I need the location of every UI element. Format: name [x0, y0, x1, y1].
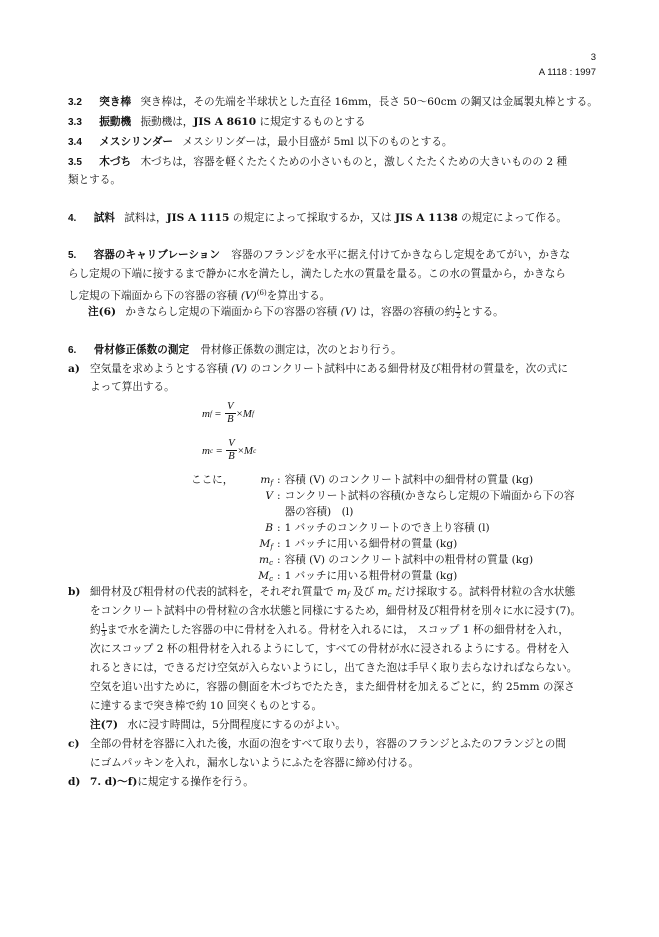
- denominator: 3: [101, 629, 106, 638]
- eq-rhs: M: [242, 407, 252, 420]
- text-run: f: [270, 479, 273, 487]
- definition-row: V : コンクリート試料の容積(かきならし定規の下端面から下の容: [253, 489, 575, 505]
- item-b-text: をコンクリート試料中の骨材粒の含水状態と同様にするため，細骨材及び粗骨材を別々に水に浸す(7)。: [90, 605, 582, 617]
- fraction: [225, 401, 235, 426]
- section-number: 6.: [68, 345, 77, 356]
- text-run: c: [269, 575, 273, 583]
- text-run: だけ採取する。試料骨材粒の含水状態: [391, 586, 576, 598]
- text-run: 空気量を求めようとする容積: [90, 363, 232, 375]
- footnote-ref: (6): [256, 289, 267, 297]
- item-label-d: d): [68, 776, 81, 788]
- item-b-text: 次にスコップ 2 杯の粗骨材を入れるようにして，すべての骨材が水に浸されるようにする。骨材を入: [90, 643, 569, 655]
- jis-reference: JIS A 8610: [193, 116, 257, 128]
- text-run: m: [377, 586, 388, 598]
- section-4: [68, 211, 567, 226]
- volume-symbol: (V): [340, 306, 357, 318]
- text-run: は，容器の容積の約: [356, 306, 456, 318]
- jis-reference: JIS A 1138: [395, 212, 458, 224]
- section-title: 試料: [93, 212, 115, 224]
- text-run: B: [265, 522, 273, 534]
- text-run: かきならし定規の下端面から下の容器の容積: [125, 306, 341, 318]
- section-text: 試料は，: [124, 212, 167, 224]
- def-symbol: [253, 537, 273, 553]
- section-number: 5.: [68, 250, 77, 261]
- section-text: [68, 286, 330, 303]
- text-run: 約: [90, 624, 101, 636]
- eq-lhs: m: [202, 407, 210, 420]
- numerator: 1: [456, 304, 461, 312]
- clause-3-2: [68, 95, 598, 110]
- text-run: とする。: [461, 306, 504, 318]
- text-run: を算出する。: [266, 290, 331, 302]
- def-symbol: [253, 521, 273, 537]
- item-d-text: [90, 775, 254, 789]
- jis-reference: JIS A 1115: [166, 212, 230, 224]
- text-run: V: [265, 490, 273, 502]
- section-text: らし定規の下端に接するまで静かに水を満たし，満たした水の質量を量る。この水の質量から，かきなら: [68, 268, 566, 280]
- def-symbol: [253, 569, 273, 585]
- clause-number: 3.5: [68, 157, 82, 168]
- where-label: ここに，: [191, 474, 234, 486]
- text-run: c: [269, 559, 273, 567]
- definition-list: [253, 473, 575, 585]
- clause-text: に規定するものとする: [256, 116, 366, 128]
- eq-lhs: m: [202, 444, 210, 457]
- clause-text: 木づちは，容器を軽くたたくための小さいものと，激しくたたくための大きいものの 2 種: [140, 156, 568, 168]
- standard-id: A 1118 : 1997: [538, 67, 596, 78]
- clause-term: 木づち: [99, 156, 132, 168]
- text-run: m: [259, 554, 270, 566]
- note-text: 水に浸す時間は，5分間程度にするのがよい。: [127, 719, 346, 731]
- eq-sign: =: [216, 444, 223, 457]
- note-label: 注(7): [90, 719, 118, 731]
- note-7: [90, 718, 346, 732]
- denominator: 2: [456, 311, 461, 320]
- def-text: 容積 (V) のコンクリート試料中の粗骨材の質量 (kg): [284, 554, 534, 566]
- numerator: V: [228, 438, 235, 449]
- section-title: 骨材修正係数の測定: [93, 344, 190, 356]
- item-a-text: よって算出する。: [90, 381, 175, 393]
- def-text: コンクリート試料の容積(かきならし定規の下端面から下の容: [284, 490, 575, 502]
- definition-row: [253, 505, 575, 521]
- clause-text: 突き棒は，その先端を半球状とした直径 16mm，長さ 50～60cm の鋼又は金属製丸棒とする。: [140, 96, 598, 108]
- eq-lhs-sub: f: [209, 409, 212, 418]
- section-title: 容器のキャリブレーション: [93, 249, 220, 261]
- text-run: 及び: [349, 586, 378, 598]
- eq-rhs-sub: f: [251, 409, 254, 418]
- times-sign: ×: [237, 444, 244, 457]
- clause-3-3: [68, 115, 365, 130]
- item-b-text: れるときには，できるだけ空気が入らないようにし，出てきた泡は手早く取り去らなければならない。: [90, 662, 578, 674]
- text-run: f: [270, 543, 273, 551]
- text-run: m: [337, 586, 348, 598]
- item-b-text: に達するまで突き棒で約 10 回突くものとする。: [90, 700, 323, 712]
- section-text: の規定によって作る。: [457, 212, 568, 224]
- fraction: [226, 438, 236, 463]
- text-run: に規定する操作を行う。: [137, 776, 254, 788]
- item-c-text: 全部の骨材を容器に入れた後，水面の泡をすべて取り去り，容器のフランジとふたのフランジとの間: [90, 738, 566, 750]
- text-run: し定規の下端面から下の容器の容積: [68, 290, 241, 302]
- definition-row: $M_c$ : 1 バッチに用いる粗骨材の質量 (kg): [253, 569, 575, 585]
- definition-row: B : 1 バッチのコンクリートのでき上り容積 (l): [253, 521, 575, 537]
- eq-rhs: M: [243, 444, 254, 457]
- section-text: 容器のフランジを水平に据え付けてかきならし定規をあてがい，かきな: [231, 249, 571, 261]
- volume-symbol: (V): [240, 290, 257, 302]
- denominator: B: [227, 414, 234, 425]
- definition-row: $M_f$ : 1 バッチに用いる細骨材の質量 (kg): [253, 537, 575, 553]
- clause-term: メスシリンダー: [99, 136, 174, 148]
- def-symbol: [253, 505, 273, 521]
- item-b-text: [90, 623, 569, 637]
- times-sign: ×: [236, 407, 243, 420]
- item-b-text: [90, 585, 575, 602]
- denominator: B: [228, 451, 235, 462]
- equation-mc: [202, 438, 256, 463]
- text-run: f: [347, 591, 350, 599]
- item-c-text: にゴムパッキンを入れ，漏水しないようにふたを容器に締め付ける。: [90, 757, 419, 769]
- text-run: c: [387, 591, 392, 599]
- def-text: 1 バッチのコンクリートのでき上り容積 (l): [284, 522, 490, 534]
- page-number: 3: [590, 52, 596, 63]
- clause-text-continuation: 類とする。: [68, 174, 121, 186]
- text-run: M: [258, 570, 270, 582]
- equation-mf: [202, 401, 254, 426]
- text-run: のコンクリート試料中にある細骨材及び粗骨材の質量を，次の式に: [247, 363, 568, 375]
- volume-symbol: (V): [231, 363, 248, 375]
- numerator: V: [227, 401, 234, 412]
- item-a-text: [90, 362, 568, 376]
- item-b-text: 空気を追い出すために，容器の側面を木づちでたたき，また細骨材を加えるごとに，約 25mm の深さ: [90, 681, 575, 693]
- def-text: 器の容積) (l): [284, 506, 354, 518]
- item-label-a: a): [68, 363, 80, 375]
- text-run: まで水を満たした容器の中に骨材を入れる。骨材を入れるには， スコップ 1 杯の細骨材を入れ，: [106, 624, 569, 636]
- clause-3-5: [68, 155, 567, 170]
- text-run: M: [259, 538, 271, 550]
- section-6: [68, 343, 402, 358]
- def-text: 1 バッチに用いる粗骨材の質量 (kg): [284, 570, 458, 582]
- clause-reference: 7. d)～f): [90, 776, 138, 788]
- text-run: 細骨材及び粗骨材の代表的試料を，それぞれ質量で: [90, 586, 338, 598]
- note-6: [88, 305, 504, 319]
- def-text: 容積 (V) のコンクリート試料中の細骨材の質量 (kg): [284, 474, 534, 486]
- clause-number: 3.4: [68, 137, 82, 148]
- clause-term: 振動機: [99, 116, 132, 128]
- item-label-b: b): [68, 586, 81, 598]
- eq-sign: =: [214, 407, 222, 420]
- eq-rhs-sub: c: [253, 446, 257, 455]
- definition-row: $m_c$ : 容積 (V) のコンクリート試料中の粗骨材の質量 (kg): [253, 553, 575, 569]
- numerator: 1: [101, 622, 106, 630]
- definition-row: $m_f$ : 容積 (V) のコンクリート試料中の細骨材の質量 (kg): [253, 473, 575, 489]
- section-text: 骨材修正係数の測定は，次のとおり行う。: [200, 344, 402, 356]
- section-number: 4.: [68, 213, 77, 224]
- clause-text: 振動機は，: [140, 116, 194, 128]
- def-symbol: [253, 553, 273, 569]
- clause-text: メスシリンダーは，最小目盛が 5ml 以下のものとする。: [182, 136, 453, 148]
- clause-term: 突き棒: [99, 96, 132, 108]
- section-text: の規定によって採取するか，又は: [229, 212, 395, 224]
- clause-3-4: [68, 135, 453, 150]
- eq-lhs-sub: c: [209, 446, 214, 455]
- def-text: 1 バッチに用いる細骨材の質量 (kg): [284, 538, 458, 550]
- note-label: 注(6): [88, 306, 116, 318]
- clause-number: 3.2: [68, 97, 82, 108]
- def-symbol: [253, 489, 273, 505]
- section-5: [68, 248, 570, 263]
- def-symbol: [253, 473, 273, 489]
- text-run: m: [260, 474, 271, 486]
- clause-number: 3.3: [68, 117, 82, 128]
- item-label-c: c): [68, 738, 80, 750]
